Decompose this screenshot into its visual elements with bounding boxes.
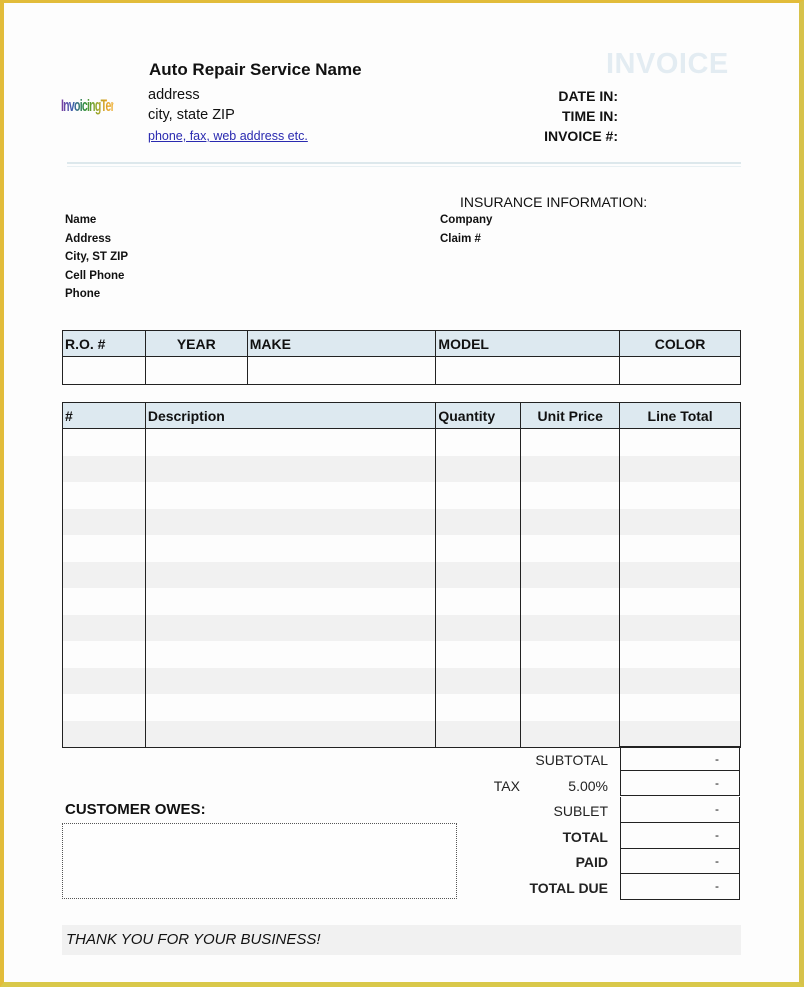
quantity-cell[interactable] bbox=[436, 694, 521, 721]
tax-rate[interactable]: 5.00% bbox=[568, 778, 608, 794]
unit-price-cell[interactable] bbox=[521, 615, 620, 642]
quantity-cell[interactable] bbox=[436, 429, 521, 456]
date-in-label: DATE IN: bbox=[558, 88, 618, 104]
description-cell[interactable] bbox=[145, 509, 436, 536]
line-total-cell[interactable] bbox=[620, 482, 741, 509]
description-header: Description bbox=[145, 403, 436, 429]
item-number-cell[interactable] bbox=[63, 615, 146, 642]
description-cell[interactable] bbox=[145, 429, 436, 456]
quantity-cell[interactable] bbox=[436, 668, 521, 695]
item-number-cell[interactable] bbox=[63, 482, 146, 509]
item-number-cell[interactable] bbox=[63, 509, 146, 536]
items-header-row bbox=[63, 403, 741, 429]
company-city-state-zip: city, state ZIP bbox=[148, 107, 235, 123]
table-row bbox=[63, 668, 741, 695]
contact-link[interactable]: phone, fax, web address etc. bbox=[148, 129, 308, 143]
item-number-cell[interactable] bbox=[63, 721, 146, 748]
description-cell[interactable] bbox=[145, 482, 436, 509]
subtotal-value: - bbox=[620, 746, 740, 771]
table-row bbox=[63, 456, 741, 483]
total-label: TOTAL bbox=[562, 829, 608, 845]
unit-price-cell[interactable] bbox=[521, 641, 620, 668]
make-cell[interactable] bbox=[247, 357, 436, 385]
tax-label: TAX bbox=[493, 778, 520, 794]
customer-city-label: City, ST ZIP bbox=[65, 251, 129, 263]
table-row bbox=[63, 429, 741, 456]
invoice-number-label: INVOICE #: bbox=[544, 128, 618, 144]
line-total-cell[interactable] bbox=[620, 535, 741, 562]
total-due-value: - bbox=[620, 874, 740, 900]
insurance-company-label: Company bbox=[440, 214, 493, 226]
quantity-header: Quantity bbox=[436, 403, 521, 429]
quantity-cell[interactable] bbox=[436, 456, 521, 483]
line-total-cell[interactable] bbox=[620, 641, 741, 668]
table-row bbox=[63, 721, 741, 748]
quantity-cell[interactable] bbox=[436, 562, 521, 589]
item-number-cell[interactable] bbox=[63, 588, 146, 615]
subtotal-label: SUBTOTAL bbox=[535, 752, 608, 768]
unit-price-cell[interactable] bbox=[521, 482, 620, 509]
model-cell[interactable] bbox=[436, 357, 620, 385]
unit-price-header: Unit Price bbox=[521, 403, 620, 429]
ro-number-header: R.O. # bbox=[63, 331, 146, 357]
model-header: MODEL bbox=[436, 331, 620, 357]
header-divider-secondary bbox=[67, 166, 741, 167]
color-cell[interactable] bbox=[620, 357, 741, 385]
item-number-header: # bbox=[63, 403, 146, 429]
paid-label: PAID bbox=[575, 854, 608, 870]
thank-you-message: THANK YOU FOR YOUR BUSINESS! bbox=[66, 931, 321, 948]
customer-owes-box[interactable] bbox=[62, 823, 457, 899]
line-total-cell[interactable] bbox=[620, 721, 741, 748]
line-total-cell[interactable] bbox=[620, 429, 741, 456]
items-body bbox=[63, 429, 741, 748]
description-cell[interactable] bbox=[145, 641, 436, 668]
sublet-value[interactable]: - bbox=[620, 797, 740, 823]
vehicle-header-row bbox=[63, 331, 741, 357]
unit-price-cell[interactable] bbox=[521, 456, 620, 483]
item-number-cell[interactable] bbox=[63, 641, 146, 668]
paid-value[interactable]: - bbox=[620, 849, 740, 874]
table-row bbox=[63, 641, 741, 668]
line-total-cell[interactable] bbox=[620, 562, 741, 589]
customer-address-label: Address bbox=[65, 233, 112, 245]
description-cell[interactable] bbox=[145, 535, 436, 562]
table-row bbox=[63, 482, 741, 509]
unit-price-cell[interactable] bbox=[521, 429, 620, 456]
description-cell[interactable] bbox=[145, 668, 436, 695]
description-cell[interactable] bbox=[145, 562, 436, 589]
customer-cell-phone-label: Cell Phone bbox=[65, 270, 125, 282]
customer-phone-label: Phone bbox=[65, 288, 101, 300]
item-number-cell[interactable] bbox=[63, 456, 146, 483]
unit-price-cell[interactable] bbox=[521, 509, 620, 536]
quantity-cell[interactable] bbox=[436, 615, 521, 642]
table-row bbox=[63, 694, 741, 721]
header-divider bbox=[67, 162, 741, 164]
item-number-cell[interactable] bbox=[63, 668, 146, 695]
unit-price-cell[interactable] bbox=[521, 535, 620, 562]
customer-name-label: Name bbox=[65, 214, 97, 226]
total-value: - bbox=[620, 823, 740, 849]
line-total-cell[interactable] bbox=[620, 694, 741, 721]
line-total-cell[interactable] bbox=[620, 509, 741, 536]
time-in-label: TIME IN: bbox=[562, 108, 618, 124]
table-row bbox=[63, 562, 741, 589]
description-cell[interactable] bbox=[145, 615, 436, 642]
color-header: COLOR bbox=[620, 331, 741, 357]
invoice-title: INVOICE bbox=[606, 48, 729, 80]
make-header: MAKE bbox=[247, 331, 436, 357]
line-total-cell[interactable] bbox=[620, 668, 741, 695]
sublet-label: SUBLET bbox=[553, 803, 608, 819]
quantity-cell[interactable] bbox=[436, 641, 521, 668]
item-number-cell[interactable] bbox=[63, 535, 146, 562]
company-name: Auto Repair Service Name bbox=[149, 60, 362, 79]
tax-value: - bbox=[620, 771, 740, 796]
customer-owes-title: CUSTOMER OWES: bbox=[65, 801, 206, 818]
year-cell[interactable] bbox=[145, 357, 247, 385]
table-row bbox=[63, 535, 741, 562]
description-cell[interactable] bbox=[145, 694, 436, 721]
item-number-cell[interactable] bbox=[63, 694, 146, 721]
description-cell[interactable] bbox=[145, 456, 436, 483]
quantity-cell[interactable] bbox=[436, 482, 521, 509]
unit-price-cell[interactable] bbox=[521, 694, 620, 721]
line-total-cell[interactable] bbox=[620, 615, 741, 642]
unit-price-cell[interactable] bbox=[521, 721, 620, 748]
insurance-claim-label: Claim # bbox=[440, 233, 481, 245]
table-row bbox=[63, 615, 741, 642]
vehicle-table bbox=[62, 330, 741, 385]
unit-price-cell[interactable] bbox=[521, 588, 620, 615]
quantity-cell[interactable] bbox=[436, 535, 521, 562]
unit-price-cell[interactable] bbox=[521, 562, 620, 589]
year-header: YEAR bbox=[145, 331, 247, 357]
description-cell[interactable] bbox=[145, 588, 436, 615]
item-number-cell[interactable] bbox=[63, 562, 146, 589]
company-address: address bbox=[148, 87, 200, 103]
ro-number-cell[interactable] bbox=[63, 357, 146, 385]
table-row bbox=[63, 509, 741, 536]
company-logo: InvoicingTemplates bbox=[61, 96, 114, 126]
insurance-title: INSURANCE INFORMATION: bbox=[460, 194, 648, 210]
vehicle-row bbox=[63, 357, 741, 385]
line-total-cell[interactable] bbox=[620, 588, 741, 615]
description-cell[interactable] bbox=[145, 721, 436, 748]
quantity-cell[interactable] bbox=[436, 588, 521, 615]
total-due-label: TOTAL DUE bbox=[529, 880, 608, 896]
quantity-cell[interactable] bbox=[436, 721, 521, 748]
line-total-cell[interactable] bbox=[620, 456, 741, 483]
line-total-header: Line Total bbox=[620, 403, 741, 429]
unit-price-cell[interactable] bbox=[521, 668, 620, 695]
line-items-table bbox=[62, 402, 741, 748]
item-number-cell[interactable] bbox=[63, 429, 146, 456]
table-row bbox=[63, 588, 741, 615]
quantity-cell[interactable] bbox=[436, 509, 521, 536]
